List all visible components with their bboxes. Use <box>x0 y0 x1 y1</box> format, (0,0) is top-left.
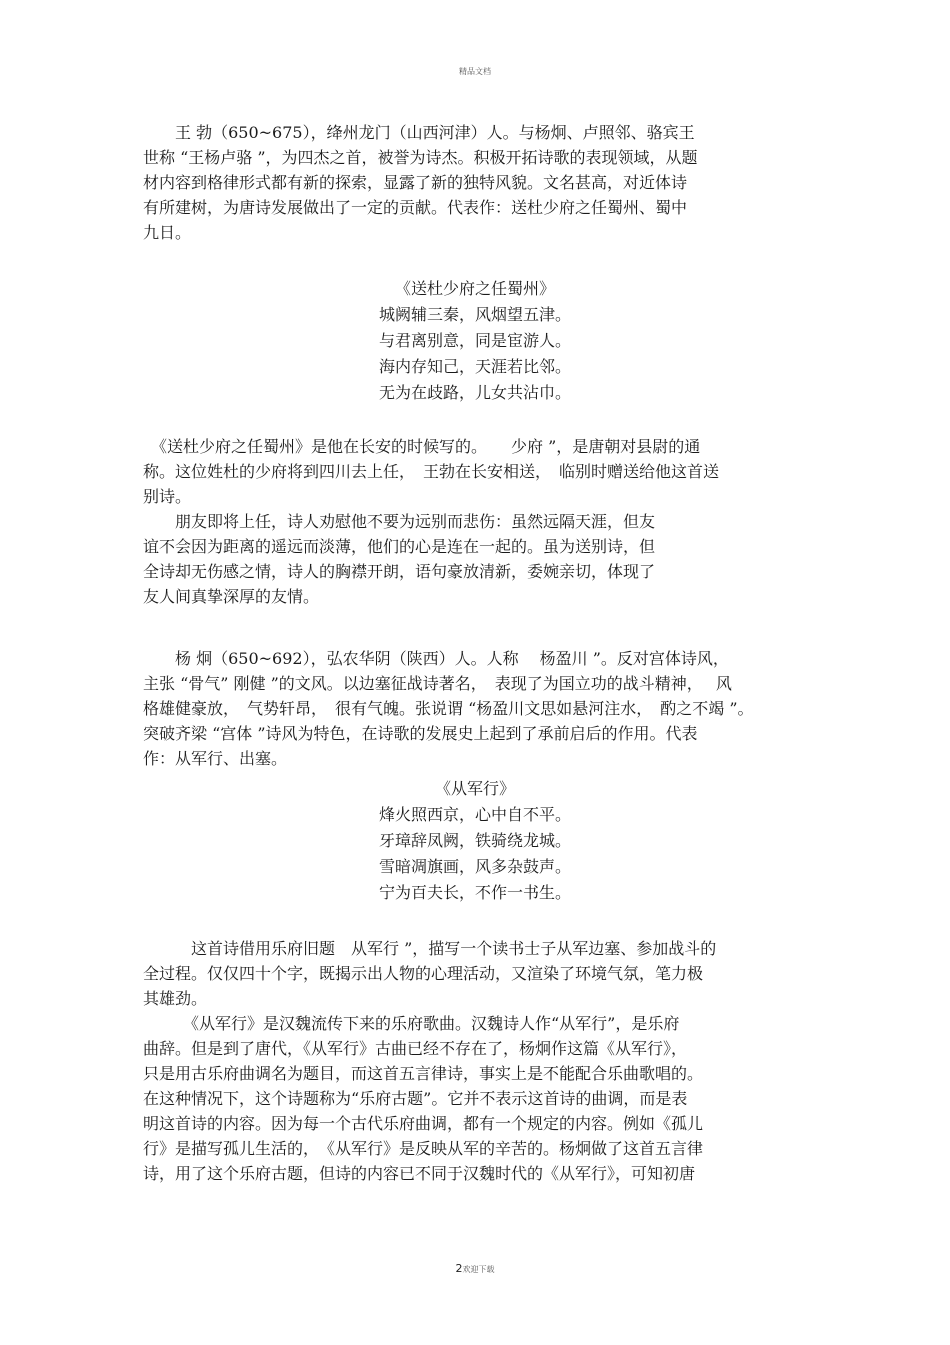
text-line: 曲辞。但是到了唐代，《从军行》古曲已经不存在了，杨炯作这篇《从军行》， <box>143 1039 688 1058</box>
text-line: 别诗。 <box>143 487 192 506</box>
text-line: 全诗却无伤感之情，诗人的胸襟开朗，语句豪放清新，委婉亲切，体现了 <box>143 562 656 581</box>
poem-title: 《送杜少府之任蜀州》 <box>394 279 555 298</box>
text-line: 材内容到格律形式都有新的探索，显露了新的独特风貌。文名甚高，对近体诗 <box>143 173 688 192</box>
text-line: 其雄劲。 <box>143 989 208 1008</box>
text-line: 明这首诗的内容。因为每一个古代乐府曲调，都有一个规定的内容。例如《孤儿 <box>143 1114 704 1133</box>
poem2-commentary <box>143 936 823 1186</box>
poem-line: 与君离别意，同是宦游人。 <box>378 331 571 350</box>
text-line: 《从军行》是汉魏流传下来的乐府歌曲。汉魏诗人作“从军行”，是乐府 <box>143 1014 680 1033</box>
wangbo-intro-paragraph <box>143 120 823 245</box>
text-line: 在这种情况下，这个诗题称为“乐府古题”。它并不表示这首诗的曲调，而是表 <box>143 1089 688 1108</box>
text-line: 《送杜少府之任蜀州》是他在长安的时候写的。 少府 ”，是唐朝对县尉的通 <box>143 437 701 456</box>
text-line: 杨 炯（650~692），弘农华阴（陕西）人。人称 杨盈川 ”。反对宫体诗风， <box>143 649 729 668</box>
yangjiong-intro-paragraph <box>143 646 823 771</box>
text-line: 友人间真挚深厚的友情。 <box>143 587 320 606</box>
text-line: 主张 “骨气” 刚健 ”的文风。以边塞征战诗著名， 表现了为国立功的战斗精神， 风 <box>143 674 732 693</box>
text-line: 只是用古乐府曲调名为题目，而这首五言律诗，事实上是不能配合乐曲歌唱的。 <box>143 1064 704 1083</box>
text-line: 有所建树，为唐诗发展做出了一定的贡献。代表作：送杜少府之任蜀州、蜀中 <box>143 198 688 217</box>
poem-song-du-shaofu <box>0 276 950 406</box>
page-number: 2 <box>455 1262 463 1275</box>
poem-title: 《从军行》 <box>434 779 515 798</box>
text-line: 全过程。仅仅四十个字，既揭示出人物的心理活动，又渲染了环境气氛，笔力极 <box>143 964 704 983</box>
poem-line: 城阙辅三秦，风烟望五津。 <box>378 305 571 324</box>
footer-text: 欢迎下载 <box>462 1265 495 1274</box>
page-footer <box>0 1262 950 1275</box>
text-line: 称。这位姓杜的少府将到四川去上任， 王勃在长安相送， 临别时赠送给他这首送 <box>143 462 720 481</box>
text-line: 行》是描写孤儿生活的， 《从军行》是反映从军的辛苦的。杨炯做了这首五言律 <box>143 1139 704 1158</box>
poem-line: 牙璋辞凤阙，铁骑绕龙城。 <box>378 831 571 850</box>
poem1-commentary <box>143 434 823 609</box>
text-line: 朋友即将上任，诗人劝慰他不要为远别而悲伤：虽然远隔天涯，但友 <box>143 512 656 531</box>
poem-line: 海内存知己，天涯若比邻。 <box>378 357 571 376</box>
poem-line: 烽火照西京，心中自不平。 <box>378 805 571 824</box>
text-line: 突破齐梁 “宫体 ”诗风为特色，在诗歌的发展史上起到了承前启后的作用。代表 <box>143 724 698 743</box>
text-line: 诗，用了这个乐府古题，但诗的内容已不同于汉魏时代的《从军行》，可知初唐 <box>143 1164 696 1183</box>
page-header: 精品文档 <box>459 67 491 76</box>
text-line: 王 勃（650~675），绛州龙门（山西河津）人。与杨炯、卢照邻、骆宾王 <box>143 123 695 142</box>
text-line: 谊不会因为距离的遥远而淡薄，他们的心是连在一起的。虽为送别诗，但 <box>143 537 656 556</box>
text-line: 格雄健豪放， 气势轩昂， 很有气魄。张说谓 “杨盈川文思如悬河注水， 酌之不竭 ”。 <box>143 699 754 718</box>
text-line: 世称 “王杨卢骆 ”，为四杰之首，被誉为诗杰。积极开拓诗歌的表现领域，从题 <box>143 148 698 167</box>
poem-cong-jun-xing <box>0 776 950 906</box>
poem-line: 宁为百夫长，不作一书生。 <box>378 883 571 902</box>
text-line: 作：从军行、出塞。 <box>143 749 288 768</box>
poem-line: 雪暗凋旗画，风多杂鼓声。 <box>378 857 571 876</box>
text-line: 这首诗借用乐府旧题 从军行 ”，描写一个读书士子从军边塞、参加战斗的 <box>143 939 717 958</box>
text-line: 九日。 <box>143 223 192 242</box>
poem-line: 无为在歧路，儿女共沾巾。 <box>378 383 571 402</box>
